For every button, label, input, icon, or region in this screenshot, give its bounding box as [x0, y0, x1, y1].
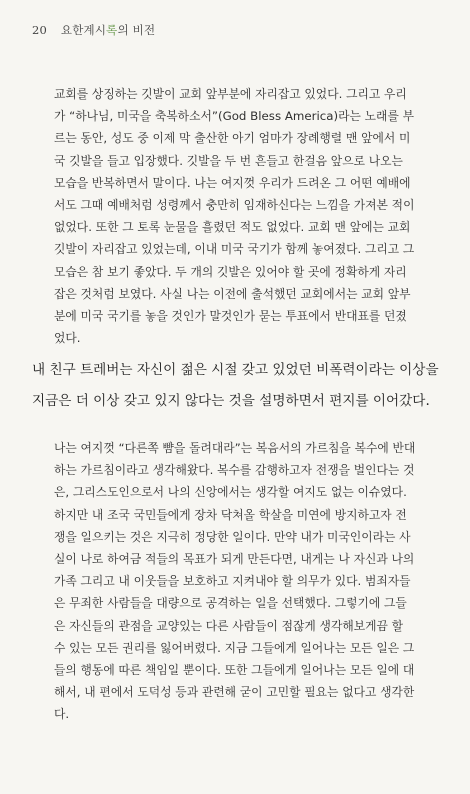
body-paragraph: 내 친구 트레버는 자신이 젊은 시절 갖고 있었던 비폭력이라는 이상을 지금은 더 이상 갖고 있지 않다는 것을 설명하면서 편지를 이어갔다.	[32, 362, 439, 409]
quoted-paragraph-1: 교회를 상징하는 깃발이 교회 앞부분에 자리잡고 있었다. 그리고 우리가 “하나님, 미국을 축복하소서”(God Bless America)라는 노래를 부르는 동안, 성도 중 이제 막 출산한 아기 엄마가 장례행렬 맨 앞에서 미국 깃발을 들고 입장했다. 깃발을 두 번 흔들고 한걸음 앞으로 나오는 모습을 반복하면서 말이다. 나는 여지껏 우리가 드려온 그 어떤 예배에서도 그때 예배처럼 성령께서 충만히 임재하신다는 느낌을 가져본 적이 없었다. 또한 그 토록 눈물을 흘렸던 적도 없었다. 교회 맨 앞에는 교회 깃발이 자리잡고 있었는데, 이내 미국 국기가 함께 놓여졌다. 그리고 그 모습은 참 보기 좋았다. 두 개의 깃발은 있어야 할 곳에 정확하게 자리잡은 것처럼 보였다. 사실 나는 이전에 출석했던 교회에서는 교회 앞부분에 미국 국기를 놓을 것인가 말것인가 묻는 투표에서 반대표를 던졌었다.	[54, 87, 415, 346]
running-header	[32, 22, 155, 38]
page-number: 20	[32, 23, 48, 37]
quoted-paragraph-2: 나는 여지껏 “다른쪽 뺨을 돌려대라”는 복음서의 가르침을 복수에 반대하는 가르침이라고 생각해왔다. 복수를 감행하고자 전쟁을 벌인다는 것은, 그리스도인으로서 나의 신앙에서는 생각할 여지도 없는 이슈였다. 하지만 내 조국 국민들에게 장차 닥쳐올 학살을 미연에 방지하고자 전쟁을 일으키는 것은 지극히 정당한 일이다. 만약 내가 미국인이라는 사실이 나로 하여금 적들의 목표가 되게 만든다면, 내게는 나 자신과 나의 가족 그리고 내 이웃들을 보호하고 지켜내야 할 의무가 있다. 범죄자들은 무죄한 사람들을 대량으로 공격하는 일을 선택했다. 그렇기에 그들은 자신들의 관점을 교양있는 다른 사람들이 점잖게 생각해보게끔 할 수 있는 모든 권리를 잃어버렸다. 지금 그들에게 일어나는 모든 일은 그들의 행동에 따른 책임일 뿐이다. 또한 그들에게 일어나는 모든 일에 대해서, 내 편에서 도덕성 등과 관련해 굳이 고민할 필요는 없다고 생각한다.	[54, 441, 416, 722]
book-title-part: 요한계시	[60, 23, 107, 37]
book-title-accent: 록	[106, 23, 118, 37]
book-title	[61, 23, 155, 37]
book-title-part: 의 비전	[117, 23, 156, 37]
